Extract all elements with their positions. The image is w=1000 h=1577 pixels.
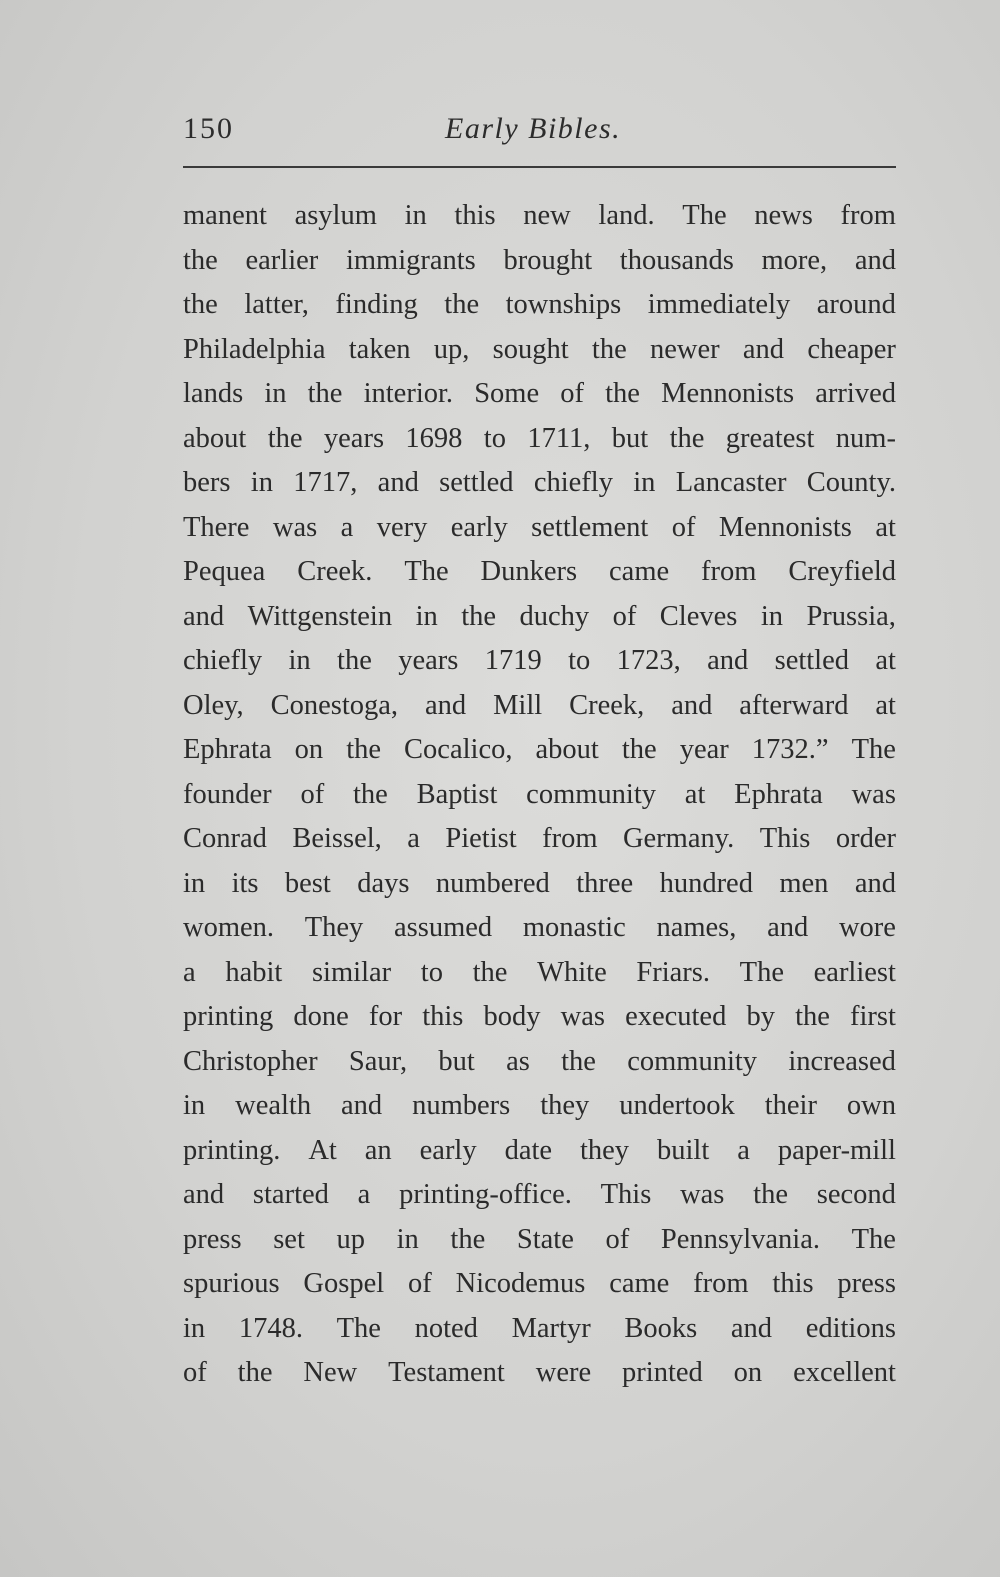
word: years xyxy=(323,422,385,454)
word: early xyxy=(419,1134,477,1166)
word: Pennsylvania. xyxy=(660,1223,820,1255)
word: three xyxy=(576,867,634,899)
word: a xyxy=(340,511,354,543)
word: cheaper xyxy=(807,333,896,365)
word: Lancaster xyxy=(675,467,787,498)
word: the xyxy=(267,422,303,454)
word: body xyxy=(483,1001,541,1032)
word: 1723, xyxy=(616,645,681,676)
word: Beissel, xyxy=(292,823,382,854)
word: newer xyxy=(650,333,720,365)
word: White xyxy=(537,956,607,988)
word: interior. xyxy=(363,378,454,409)
word: Germany. xyxy=(622,823,735,854)
word: from xyxy=(693,1268,749,1299)
word: Pequea xyxy=(183,556,266,587)
word: Ephrata xyxy=(734,778,823,810)
word: was xyxy=(560,1001,605,1032)
word: and xyxy=(183,1179,225,1210)
word: executed xyxy=(625,1001,727,1032)
word: from xyxy=(840,200,896,231)
word: duchy xyxy=(519,600,590,632)
word: greatest xyxy=(725,422,815,454)
word: was xyxy=(680,1179,725,1210)
word: the xyxy=(450,1223,486,1255)
word: numbers xyxy=(412,1090,511,1121)
word: in xyxy=(404,200,427,231)
word: more, xyxy=(761,244,828,276)
text-line xyxy=(183,283,896,328)
word: immigrants xyxy=(345,244,476,276)
word: Nicodemus xyxy=(455,1268,586,1299)
word: Creek, xyxy=(569,689,645,721)
word: increased xyxy=(788,1045,896,1077)
text-line xyxy=(183,1262,896,1307)
word: in xyxy=(183,867,206,899)
word: but xyxy=(611,422,649,454)
word: chiefly xyxy=(183,645,263,676)
word: and xyxy=(742,333,785,365)
word: an xyxy=(364,1134,392,1166)
word: the xyxy=(461,600,497,632)
word: press xyxy=(183,1223,242,1255)
word: Martyr xyxy=(511,1312,591,1344)
text-line xyxy=(183,906,896,951)
word: the xyxy=(183,289,218,320)
word: paper-mill xyxy=(777,1134,896,1166)
word: from xyxy=(542,823,598,854)
text-line xyxy=(183,372,896,417)
word: State xyxy=(516,1223,574,1255)
word: up xyxy=(336,1223,365,1255)
word: Some xyxy=(474,378,540,409)
word: They xyxy=(304,912,364,943)
word: Books xyxy=(624,1312,698,1344)
word: the xyxy=(669,422,705,454)
text-line xyxy=(183,995,896,1040)
word: came xyxy=(609,1268,670,1299)
word: to xyxy=(483,422,506,454)
word: to xyxy=(420,956,443,988)
word: of xyxy=(560,378,584,409)
word: earlier xyxy=(245,244,319,276)
text-line xyxy=(183,194,896,239)
running-head xyxy=(183,112,896,158)
word: sought xyxy=(492,333,569,365)
word: its xyxy=(231,867,259,899)
text-line xyxy=(183,595,896,640)
word: Oley, xyxy=(183,689,244,721)
word: of xyxy=(612,600,637,632)
word: printing. xyxy=(183,1134,281,1166)
word: community xyxy=(627,1045,758,1077)
word: was xyxy=(851,778,896,810)
word: their xyxy=(764,1090,817,1121)
word: 1719 xyxy=(484,645,542,676)
text-line xyxy=(183,461,896,506)
word: hundred xyxy=(659,867,753,899)
word: and xyxy=(730,1312,773,1344)
word: and xyxy=(707,645,749,676)
page-number: 150 xyxy=(183,112,234,145)
word: of xyxy=(605,1223,630,1255)
word: in xyxy=(264,378,287,409)
word: the xyxy=(307,378,343,409)
word: built xyxy=(657,1134,710,1166)
word: at xyxy=(875,645,896,676)
word: a xyxy=(357,1179,371,1210)
word: Mennonists xyxy=(718,511,852,543)
word: early xyxy=(450,511,508,543)
text-line xyxy=(183,328,896,373)
word: Cleves xyxy=(659,600,738,632)
word: this xyxy=(422,1001,464,1032)
word: editions xyxy=(805,1312,896,1344)
word: in xyxy=(415,600,438,632)
word: Gospel xyxy=(303,1268,385,1299)
word: of xyxy=(671,511,696,543)
word: latter, xyxy=(244,289,309,320)
word: this xyxy=(772,1268,814,1299)
word: news xyxy=(754,200,813,231)
body-text xyxy=(183,194,896,1396)
word: 1698 xyxy=(405,422,463,454)
word: and xyxy=(854,244,896,276)
word: County. xyxy=(806,467,896,498)
word: years xyxy=(398,645,459,676)
word: habit xyxy=(225,956,283,988)
word: Conrad xyxy=(183,823,267,854)
word: Mennonists xyxy=(661,378,795,409)
text-line xyxy=(183,728,896,773)
word: Mill xyxy=(493,689,543,721)
word: a xyxy=(183,956,196,988)
word: press xyxy=(837,1268,896,1299)
word: done xyxy=(293,1001,349,1032)
word: new xyxy=(523,200,571,231)
word: 1732.” xyxy=(751,734,829,765)
word: and xyxy=(671,689,713,721)
word: came xyxy=(609,556,670,587)
word: about xyxy=(183,422,247,454)
word: noted xyxy=(414,1312,478,1344)
word: arrived xyxy=(815,378,896,409)
word: and xyxy=(183,600,225,632)
word: manent xyxy=(183,200,267,231)
header-rule xyxy=(183,166,896,168)
word: for xyxy=(368,1001,403,1032)
word: this xyxy=(454,200,496,231)
word: they xyxy=(579,1134,630,1166)
text-line xyxy=(183,1218,896,1263)
word: started xyxy=(252,1179,329,1210)
word: spurious xyxy=(183,1268,280,1299)
word: around xyxy=(816,289,896,320)
word: brought xyxy=(503,244,593,276)
text-line xyxy=(183,550,896,595)
word: best xyxy=(284,867,331,899)
word: community xyxy=(526,778,656,810)
word: undertook xyxy=(619,1090,735,1121)
text-line xyxy=(183,1307,896,1352)
word: The xyxy=(851,734,896,765)
text-line xyxy=(183,1173,896,1218)
word: were xyxy=(535,1357,592,1388)
word: land. xyxy=(598,200,655,231)
word: in xyxy=(250,467,273,498)
word: This xyxy=(759,823,811,854)
word: This xyxy=(600,1179,652,1210)
word: second xyxy=(816,1179,896,1210)
text-line xyxy=(183,1040,896,1085)
word: first xyxy=(850,1001,896,1032)
word: thousands xyxy=(619,244,734,276)
word: There xyxy=(183,511,250,543)
word: the xyxy=(183,244,218,276)
word: settlement xyxy=(531,511,649,543)
word: about xyxy=(535,734,599,765)
word: the xyxy=(237,1357,273,1388)
word: townships xyxy=(505,289,622,320)
word: the xyxy=(346,734,382,765)
word: The xyxy=(682,200,727,231)
word: and xyxy=(854,867,896,899)
word: settled xyxy=(439,467,514,498)
text-line xyxy=(183,951,896,996)
word: New xyxy=(303,1357,358,1388)
word: from xyxy=(701,556,757,587)
word: and xyxy=(767,912,809,943)
word: to xyxy=(568,645,591,676)
word: chiefly xyxy=(533,467,613,498)
running-title: Early Bibles. xyxy=(445,112,622,145)
word: Cocalico, xyxy=(404,734,513,765)
text-line xyxy=(183,817,896,862)
word: The xyxy=(404,556,449,587)
word: Creek. xyxy=(297,556,373,587)
word: the xyxy=(591,333,627,365)
text-line xyxy=(183,684,896,729)
word: women. xyxy=(183,912,275,943)
word: wealth xyxy=(235,1090,312,1121)
word: afterward xyxy=(739,689,849,721)
word: the xyxy=(621,734,657,765)
word: similar xyxy=(311,956,392,988)
word: Pietist xyxy=(445,823,517,854)
word: printing xyxy=(183,1001,274,1032)
word: set xyxy=(273,1223,305,1255)
word: own xyxy=(846,1090,896,1121)
word: the xyxy=(795,1001,830,1032)
word: Creyfield xyxy=(788,556,896,587)
word: earliest xyxy=(813,956,896,988)
word: excellent xyxy=(793,1357,896,1388)
word: lands xyxy=(183,378,244,409)
word: very xyxy=(376,511,428,543)
word: on xyxy=(733,1357,763,1388)
word: days xyxy=(357,867,410,899)
word: in xyxy=(760,600,783,632)
word: names, xyxy=(656,912,737,943)
word: num- xyxy=(835,422,896,454)
word: of xyxy=(408,1268,432,1299)
word: by xyxy=(746,1001,775,1032)
word: assumed xyxy=(394,912,493,943)
word: as xyxy=(506,1045,530,1077)
word: in xyxy=(288,645,311,676)
text-line xyxy=(183,773,896,818)
word: Ephrata xyxy=(183,734,272,765)
word: but xyxy=(438,1045,475,1077)
word: numbered xyxy=(435,867,550,899)
word: order xyxy=(835,823,896,854)
word: Dunkers xyxy=(480,556,578,587)
word: finding xyxy=(335,289,418,320)
word: Saur, xyxy=(348,1045,408,1077)
word: settled xyxy=(774,645,850,676)
word: the xyxy=(753,1179,788,1210)
word: immediately xyxy=(647,289,791,320)
word: wore xyxy=(838,912,896,943)
text-line xyxy=(183,1351,896,1396)
word: Testament xyxy=(388,1357,505,1388)
word: a xyxy=(737,1134,750,1166)
word: year xyxy=(679,734,729,765)
text-line xyxy=(183,506,896,551)
word: Wittgenstein xyxy=(247,600,393,632)
word: up, xyxy=(433,333,470,365)
word: The xyxy=(336,1312,381,1344)
word: at xyxy=(875,689,896,721)
word: 1717, xyxy=(293,467,358,498)
word: asylum xyxy=(294,200,377,231)
word: they xyxy=(540,1090,590,1121)
word: of xyxy=(183,1357,207,1388)
word: the xyxy=(352,778,388,810)
word: the xyxy=(472,956,508,988)
word: at xyxy=(875,511,896,543)
word: bers xyxy=(183,467,231,498)
text-line xyxy=(183,239,896,284)
word: in xyxy=(183,1312,206,1344)
word: on xyxy=(294,734,324,765)
word: of xyxy=(300,778,325,810)
word: the xyxy=(605,378,640,409)
text-line xyxy=(183,1084,896,1129)
text-line xyxy=(183,862,896,907)
word: the xyxy=(337,645,372,676)
word: the xyxy=(444,289,480,320)
word: printing-office. xyxy=(399,1179,572,1210)
word: At xyxy=(308,1134,337,1166)
word: Christopher xyxy=(183,1045,318,1077)
text-line xyxy=(183,417,896,462)
word: The xyxy=(851,1223,896,1255)
word: at xyxy=(684,778,706,810)
word: men xyxy=(779,867,829,899)
word: was xyxy=(272,511,318,543)
word: and xyxy=(341,1090,383,1121)
text-line xyxy=(183,639,896,684)
word: The xyxy=(739,956,784,988)
word: taken xyxy=(348,333,411,365)
word: in xyxy=(396,1223,419,1255)
word: monastic xyxy=(522,912,626,943)
word: and xyxy=(424,689,467,721)
word: founder xyxy=(183,778,272,810)
word: 1711, xyxy=(527,422,591,454)
word: Prussia, xyxy=(806,600,896,632)
word: and xyxy=(377,467,419,498)
word: in xyxy=(183,1090,206,1121)
word: Conestoga, xyxy=(270,689,399,721)
word: Baptist xyxy=(416,778,498,810)
word: date xyxy=(504,1134,553,1166)
word: Philadelphia xyxy=(183,333,326,365)
word: 1748. xyxy=(238,1312,303,1344)
word: Friars. xyxy=(636,956,711,988)
text-line xyxy=(183,1129,896,1174)
word: a xyxy=(407,823,420,854)
word: the xyxy=(561,1045,596,1077)
word: in xyxy=(633,467,656,498)
word: printed xyxy=(622,1357,703,1388)
